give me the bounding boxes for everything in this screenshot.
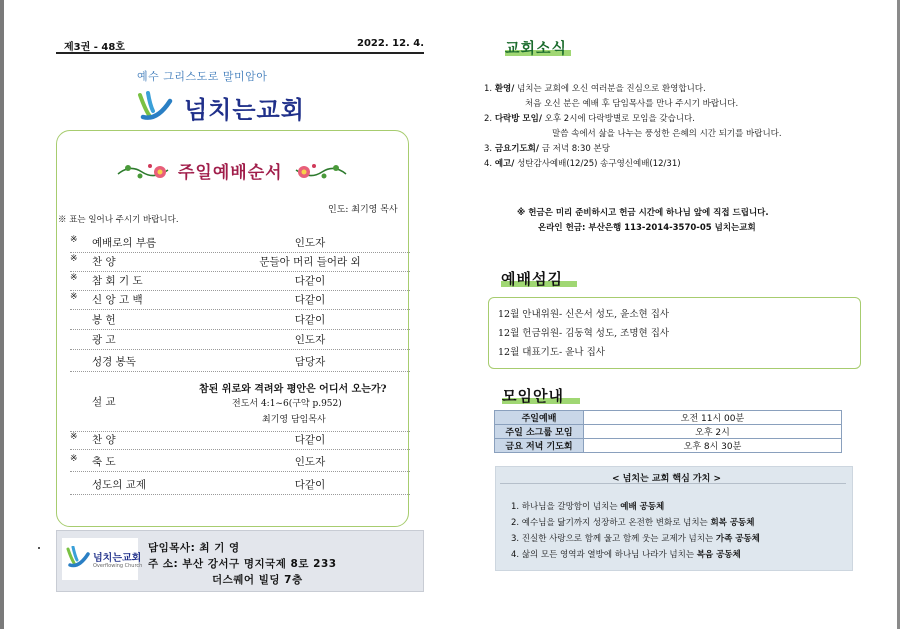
table-row <box>495 425 842 439</box>
news-text: 말씀 속에서 삶을 나누는 풍성한 은혜의 시간 되기를 바랍니다. <box>552 129 782 139</box>
sermon-preacher: 최기영 담임목사 <box>262 415 326 425</box>
order-item: 예배로의 부름 <box>92 237 157 249</box>
core-value-item <box>511 548 741 560</box>
presider: 인도: 최기영 목사 <box>328 205 398 215</box>
row-divider <box>70 471 410 472</box>
news-num: 2. <box>484 114 493 124</box>
row-divider <box>70 449 410 450</box>
floral-ornament-icon <box>116 158 174 184</box>
news-text: 처음 오신 분은 예배 후 담임목사를 만나 주시기 바랍니다. <box>525 99 739 109</box>
order-leader: 문들아 머리 들어라 외 <box>259 256 361 268</box>
core-value-text: 3. 진실한 사랑으로 함께 울고 함께 웃는 교제가 넘치는 <box>511 534 716 544</box>
news-item <box>484 112 695 124</box>
order-item: 광 고 <box>92 334 116 346</box>
row-divider <box>70 494 410 495</box>
core-value-text: 2. 예수님을 닮기까지 성장하고 온전한 변화로 넘치는 <box>511 518 711 528</box>
meeting-time: 오전 11시 00분 <box>584 411 842 425</box>
news-text: 넘치는 교회에 오신 여러분을 진심으로 환영합니다. <box>517 84 706 94</box>
sermon-scripture: 전도서 4:1~6(구약 p.952) <box>232 399 342 409</box>
row-divider <box>70 290 410 291</box>
news-title: 교회소식 <box>505 39 567 57</box>
row-divider <box>70 371 410 372</box>
info-logo-name: 넘치는교회 <box>93 553 142 564</box>
pastor-name: 담임목사: 최 기 영 <box>148 542 240 554</box>
order-item: 신 앙 고 백 <box>92 294 143 306</box>
standing-note: ※ 표는 일어나 주시기 바랍니다. <box>58 215 179 225</box>
order-leader: 다같이 <box>294 294 326 306</box>
row-divider <box>70 329 410 330</box>
sermon-title: 참된 위로와 격려와 평안은 어디서 오는가? <box>199 384 387 395</box>
stand-mark: ※ <box>70 454 78 464</box>
news-item <box>484 157 681 169</box>
order-leader: 다같이 <box>294 314 326 326</box>
church-logo-icon <box>137 91 173 121</box>
order-leader: 다같이 <box>294 275 326 287</box>
motto: 예수 그리스도로 말미암아 <box>137 70 268 83</box>
core-value-text: 1. 하나님을 갈망함이 넘치는 <box>511 502 621 512</box>
news-item <box>484 82 706 94</box>
serve-line: 12월 헌금위원- 김동혁 성도, 조명현 집사 <box>498 328 670 339</box>
order-item: 봉 헌 <box>92 314 116 326</box>
offering-account: 온라인 헌금: 부산은행 113-2014-3570-05 넘치는교회 <box>538 223 756 233</box>
news-item <box>484 142 610 154</box>
order-leader: 인도자 <box>294 334 326 346</box>
news-text: 오후 2시에 다락방별로 모임을 갖습니다. <box>544 114 695 124</box>
core-value-emphasis: 예배 공동체 <box>620 502 665 512</box>
church-address-building: 더스퀘어 빌딩 7층 <box>212 574 303 586</box>
order-leader: 인도자 <box>294 456 326 468</box>
meeting-name: 주일예배 <box>495 411 584 425</box>
order-item: 설 교 <box>92 396 116 408</box>
news-item-cont <box>552 127 782 139</box>
core-value-emphasis: 복음 공동체 <box>696 550 741 560</box>
offering-note: ※ 헌금은 미리 준비하시고 헌금 시간에 하나님 앞에 직접 드립니다. <box>517 208 769 218</box>
core-value-emphasis: 가족 공동체 <box>715 534 760 544</box>
news-head: 금요기도회/ <box>494 144 539 154</box>
news-text: 금 저녁 8:30 본당 <box>541 144 610 154</box>
order-leader: 인도자 <box>294 237 326 249</box>
order-leader: 다같이 <box>294 479 326 491</box>
floral-ornament-icon <box>290 158 348 184</box>
meetings-table <box>494 410 842 453</box>
serve-title: 예배섬김 <box>501 270 563 288</box>
stand-mark: ※ <box>70 273 78 283</box>
core-values-title: < 넘치는 교회 핵심 가치 > <box>612 474 721 484</box>
issue-number: 제3권 - 48호 <box>64 42 125 53</box>
info-logo-subtitle: Overflowing Church <box>93 563 143 569</box>
row-divider <box>70 309 410 310</box>
serve-line: 12월 대표기도- 윤나 집사 <box>498 347 605 358</box>
core-value-item <box>511 532 760 544</box>
news-num: 4. <box>484 159 493 169</box>
meeting-name: 금요 저녁 기도회 <box>495 439 584 453</box>
order-item: 참 회 기 도 <box>92 275 143 287</box>
church-name: 넘치는교회 <box>184 96 305 124</box>
table-row <box>495 439 842 453</box>
news-head: 다락방 모임/ <box>494 114 542 124</box>
margin-dot <box>38 547 40 549</box>
meeting-name: 주일 소그룹 모임 <box>495 425 584 439</box>
news-item-cont <box>525 97 738 109</box>
meeting-time: 오후 2시 <box>584 425 842 439</box>
stand-mark: ※ <box>70 235 78 245</box>
news-num: 3. <box>484 144 493 154</box>
stand-mark: ※ <box>70 254 78 264</box>
order-item: 찬 양 <box>92 434 116 446</box>
meet-title: 모임안내 <box>502 387 564 405</box>
order-item: 성경 봉독 <box>92 356 136 368</box>
table-row <box>495 411 842 425</box>
order-leader: 담당자 <box>294 356 326 368</box>
row-divider <box>70 271 410 272</box>
meeting-time: 오후 8시 30분 <box>584 439 842 453</box>
news-text: 성탄감사예배(12/25) 송구영신예배(12/31) <box>517 159 681 169</box>
core-value-text: 4. 삶의 모든 영역과 열방에 하나님 나라가 넘치는 <box>511 550 697 560</box>
bulletin-date: 2022. 12. 4. <box>357 38 425 49</box>
church-address: 주 소: 부산 강서구 명지국제 8로 233 <box>148 558 337 570</box>
stand-mark: ※ <box>70 432 78 442</box>
order-item: 성도의 교제 <box>92 479 147 491</box>
core-value-item <box>511 516 754 528</box>
news-head: 예고/ <box>494 159 515 169</box>
stand-mark: ※ <box>70 292 78 302</box>
news-head: 환영/ <box>494 84 515 94</box>
news-num: 1. <box>484 84 493 94</box>
order-title: 주일예배순서 <box>178 163 283 183</box>
core-value-emphasis: 회복 공동체 <box>710 518 755 528</box>
row-divider <box>70 252 410 253</box>
order-item: 찬 양 <box>92 256 116 268</box>
core-values-divider <box>500 483 846 484</box>
order-leader: 다같이 <box>294 434 326 446</box>
church-logo-icon <box>66 546 90 568</box>
row-divider <box>70 349 410 350</box>
header-rule <box>56 52 424 54</box>
page-edge-left <box>0 0 4 629</box>
order-item: 축 도 <box>92 456 116 468</box>
serve-line: 12월 안내위원- 신은서 성도, 윤소현 집사 <box>498 309 670 320</box>
core-value-item <box>511 500 664 512</box>
